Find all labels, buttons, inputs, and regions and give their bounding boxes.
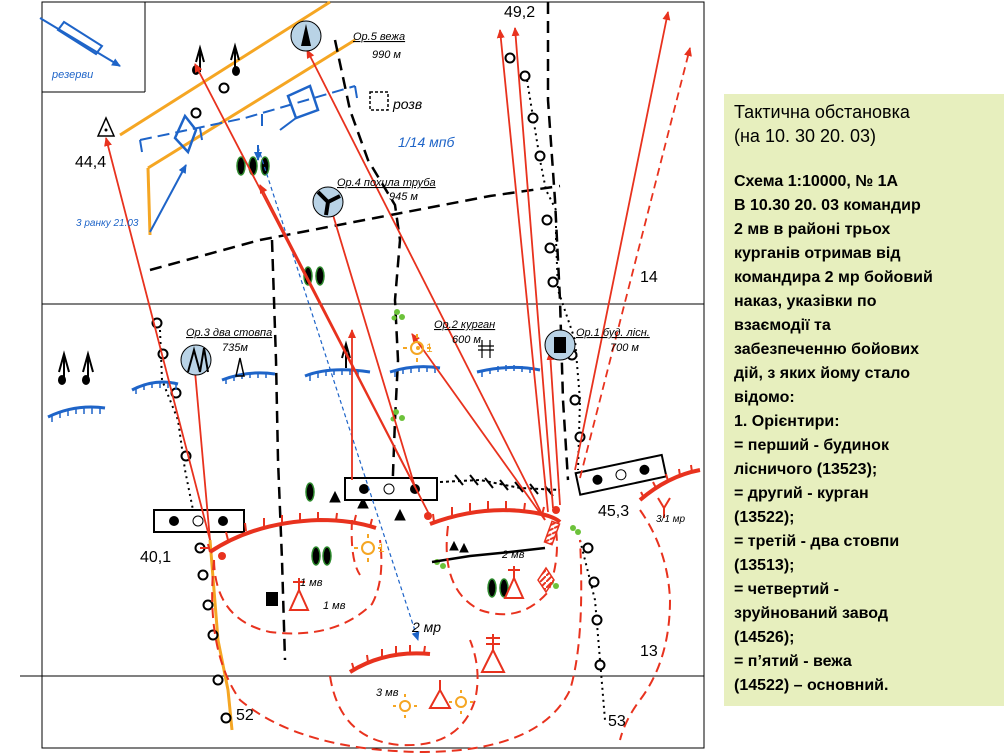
- reconnaissance-box: [370, 92, 388, 110]
- map-border: [42, 2, 704, 748]
- map-grid: [20, 2, 704, 748]
- op4-dist: 945 м: [389, 191, 418, 203]
- road-north-2: [148, 40, 355, 168]
- morning-label: 3 ранку 21.03: [76, 218, 139, 229]
- unit-3mv-label: 3 мв: [376, 687, 399, 699]
- road-west: [148, 168, 150, 235]
- situation-line: відомо:: [734, 389, 795, 406]
- situation-line: дій, з яких йому стало: [734, 365, 910, 382]
- obstacle-4: [305, 370, 370, 376]
- situation-line: наказ, указівки по: [734, 293, 877, 310]
- situation-line: забезпеченню бойових: [734, 341, 919, 358]
- area-1mv: [214, 540, 381, 633]
- field-road-1: [150, 186, 560, 270]
- square-label-52: 52: [236, 707, 254, 724]
- position-3mv: [350, 653, 430, 672]
- op4-name: Ор.4 похила труба: [337, 177, 436, 189]
- tower-landmark-icon: [291, 21, 321, 51]
- situation-line: В 10.30 20. 03 командир: [734, 197, 921, 214]
- reconnaissance-label: розв: [393, 96, 423, 112]
- situation-line: (13522);: [734, 509, 795, 526]
- strong-point-west: [154, 510, 244, 532]
- two-poles-landmark-icon: [181, 345, 211, 375]
- mound-badge-1: 1: [426, 341, 433, 355]
- command-post: [538, 568, 554, 592]
- situation-title: [734, 100, 1000, 148]
- situation-line: (14522) – основний.: [734, 677, 889, 694]
- situation-line: взаємодії та: [734, 317, 831, 334]
- area-2mv: [447, 526, 557, 614]
- op5-dist: 990 м: [372, 49, 401, 61]
- unit-2mr: [482, 634, 504, 672]
- unit-3-1mr-label: 3/1 мр: [656, 514, 686, 525]
- situation-line: командира 2 мр бойовий: [734, 269, 933, 286]
- stone-markers-icon: [236, 340, 494, 606]
- situation-line: 2 мв в районі трьох: [734, 221, 891, 238]
- square-label-13: 13: [640, 643, 658, 660]
- mound-badge-2: 1: [378, 541, 385, 555]
- situation-line: = п’ятий - вежа: [734, 653, 852, 670]
- op5-name: Ор.5 вежа: [353, 31, 406, 43]
- situation-line: = перший - будинок: [734, 437, 889, 454]
- wire-obstacle-ticks: [52, 365, 530, 422]
- mound-landmark-icon: [417, 347, 419, 349]
- forester-house-landmark-icon: [545, 330, 575, 360]
- enemy-battalion-label: 1/14 мпб: [398, 134, 455, 150]
- square-label-14: 14: [640, 269, 658, 286]
- situation-text: [734, 170, 1000, 698]
- triangulation-point-icon: [98, 118, 114, 136]
- obstacle-3: [222, 373, 275, 380]
- situation-line: = третій - два стовпи: [734, 533, 900, 550]
- field-road-2: [335, 40, 400, 500]
- situation-line: Схема 1:10000, № 1А: [734, 173, 899, 190]
- op1-dist: 700 м: [610, 342, 639, 354]
- unit-1mv-label-b: 1 мв: [323, 600, 346, 612]
- situation-panel: [724, 94, 1004, 706]
- unit-2mr-label: 2 мр: [412, 619, 442, 635]
- strong-points: [154, 455, 666, 532]
- reserve-symbol: [40, 18, 120, 81]
- situation-line: курганів отримав від: [734, 245, 901, 262]
- area-3-1mr: [620, 510, 670, 740]
- square-label-53: 53: [608, 713, 626, 730]
- map-points: [153, 54, 605, 723]
- height-label-453: 45,3: [598, 503, 630, 520]
- height-label-401: 40,1: [140, 549, 172, 566]
- obstacle-5: [390, 367, 440, 372]
- height-label-492: 49,2: [504, 4, 536, 21]
- op2-name: Ор.2 курган: [434, 319, 496, 331]
- unit-2mv-label: 2 мв: [502, 549, 525, 561]
- reserve-label: резерви: [52, 69, 94, 81]
- situation-line: лісничого (13523);: [734, 461, 878, 478]
- op1-name: Ор.1 буд. лісн.: [576, 327, 650, 339]
- unit-3mv: [430, 680, 450, 708]
- situation-line: (14526);: [734, 629, 795, 646]
- unit-1mv-label-a: 1 мв: [300, 577, 323, 589]
- op2-dist: 600 м: [452, 334, 481, 346]
- sun-symbol-4: [449, 690, 473, 714]
- situation-line: = другий - курган: [734, 485, 869, 502]
- situation-line: зруйнований завод: [734, 605, 888, 622]
- situation-title-line-1: Тактична обстановка: [734, 102, 910, 122]
- boundary-south: [580, 540, 605, 720]
- boundaries: [160, 80, 605, 720]
- op3-dist: 735м: [222, 342, 248, 354]
- situation-line: = четвертий -: [734, 581, 839, 598]
- height-label-444: 44,4: [75, 154, 107, 171]
- road-north: [120, 2, 330, 135]
- situation-line: (13513);: [734, 557, 795, 574]
- situation-line: 1. Орієнтири:: [734, 413, 840, 430]
- op3-name: Ор.3 два стовпа: [186, 327, 273, 339]
- chimney-landmark-icon: [313, 187, 343, 217]
- forest-group-1: [237, 157, 269, 175]
- field-road-4: [548, 2, 568, 480]
- situation-title-line-2: (на 10. 30 20. 03): [734, 126, 877, 146]
- strong-point-center: [345, 478, 437, 500]
